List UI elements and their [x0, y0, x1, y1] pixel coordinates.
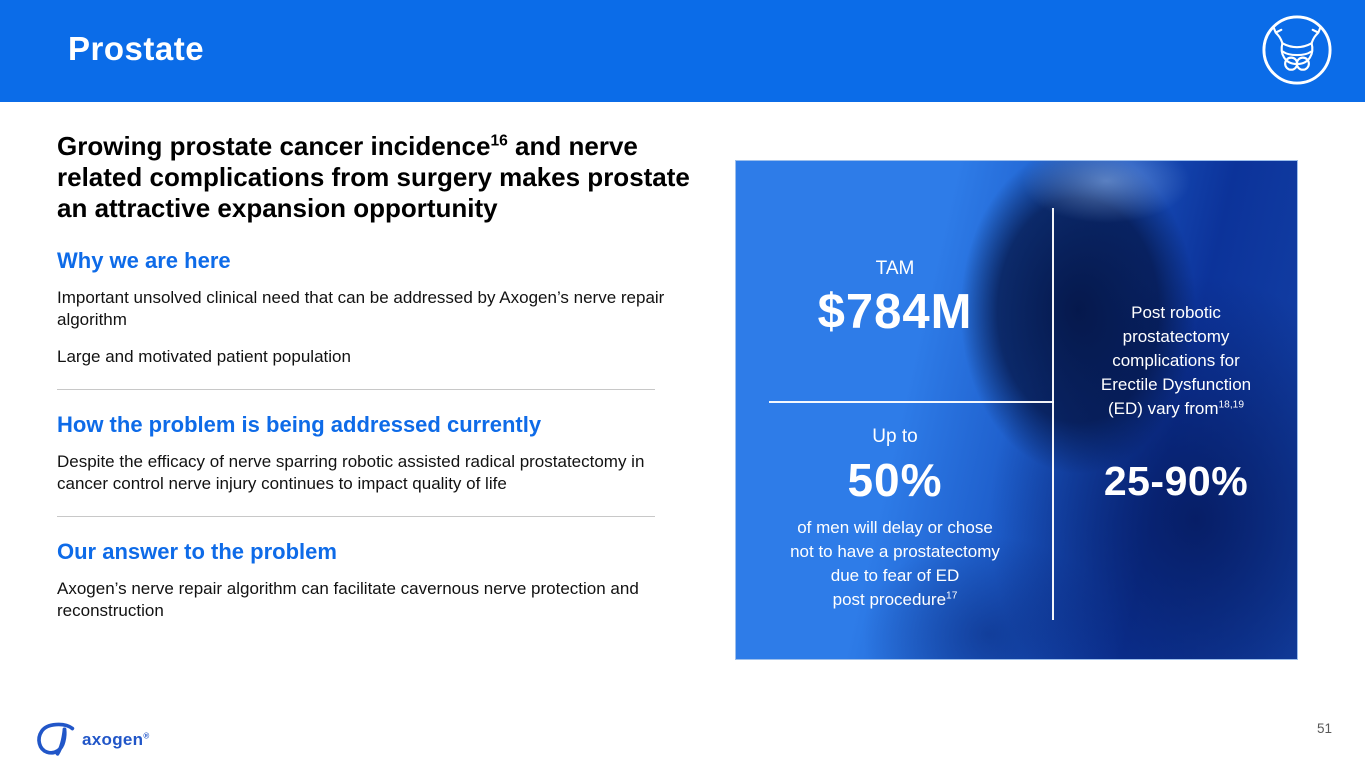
- delay-desc-line: of men will delay or chose: [797, 518, 993, 537]
- delay-stat-description: [736, 516, 1054, 612]
- ed-text-line: Post robotic: [1131, 303, 1221, 322]
- ed-text-line: prostatectomy: [1122, 327, 1230, 346]
- section-heading: Why we are here: [57, 248, 231, 273]
- section-how-addressed: [57, 412, 697, 495]
- content-column: [57, 131, 697, 637]
- delay-desc-line: not to have a prostatectomy: [790, 542, 1000, 561]
- horizontal-divider-line: [769, 401, 1054, 403]
- section-why-we-are-here: [57, 248, 697, 368]
- delay-desc-line: post procedure$^{17}$: [832, 590, 958, 609]
- ed-complications-text: [1056, 301, 1296, 421]
- section-our-answer: [57, 539, 697, 622]
- tam-stat: [736, 258, 1054, 340]
- fifty-percent-value: 50%: [847, 454, 943, 506]
- prostate-icon: [1260, 13, 1334, 87]
- ed-text-line: complications for: [1112, 351, 1240, 370]
- registered-mark: ®: [143, 731, 150, 741]
- section-paragraph: Large and motivated patient population: [57, 347, 351, 366]
- axogen-logo-text: axogen®: [82, 730, 150, 749]
- ed-text-line: (ED) vary from$^{18,19}$: [1108, 399, 1244, 418]
- section-paragraph: Despite the efficacy of nerve sparring robotic assisted radical prostatectomy in cancer control nerve injury continues to impact quality of life: [57, 452, 645, 493]
- divider: [57, 389, 655, 390]
- ed-text-line: Erectile Dysfunction: [1100, 375, 1252, 394]
- page-title: Prostate: [68, 30, 205, 67]
- header-bar: [0, 0, 1365, 102]
- ed-footnote: 18,19: [1218, 399, 1244, 411]
- main-heading-footnote: 16: [490, 132, 508, 150]
- delay-stat: [736, 426, 1054, 612]
- axogen-logo: [33, 720, 150, 758]
- up-to-label: Up to: [872, 426, 918, 447]
- delay-desc-line: due to fear of ED: [830, 566, 960, 585]
- page-number: 51: [1316, 721, 1332, 736]
- range-stat-value: 25-90%: [1103, 458, 1249, 504]
- delay-footnote: 17: [946, 590, 958, 602]
- tam-label: TAM: [875, 258, 915, 279]
- section-heading: Our answer to the problem: [57, 539, 337, 564]
- section-paragraph: Axogen’s nerve repair algorithm can facilitate cavernous nerve protection and reconstruction: [57, 579, 639, 620]
- section-paragraph: Important unsolved clinical need that can be addressed by Axogen’s nerve repair algorithm: [57, 288, 665, 329]
- stats-photo-panel: [735, 160, 1298, 660]
- main-heading: [57, 131, 697, 224]
- tam-value: $784M: [817, 285, 973, 339]
- divider: [57, 516, 655, 517]
- axogen-logo-icon: [33, 720, 75, 758]
- section-heading: How the problem is being addressed currently: [57, 412, 542, 437]
- main-heading-part2: and nerve related complications from surgery makes prostate an attractive expansion opportunity: [57, 131, 690, 223]
- main-heading-part1: Growing prostate cancer incidence: [57, 131, 491, 161]
